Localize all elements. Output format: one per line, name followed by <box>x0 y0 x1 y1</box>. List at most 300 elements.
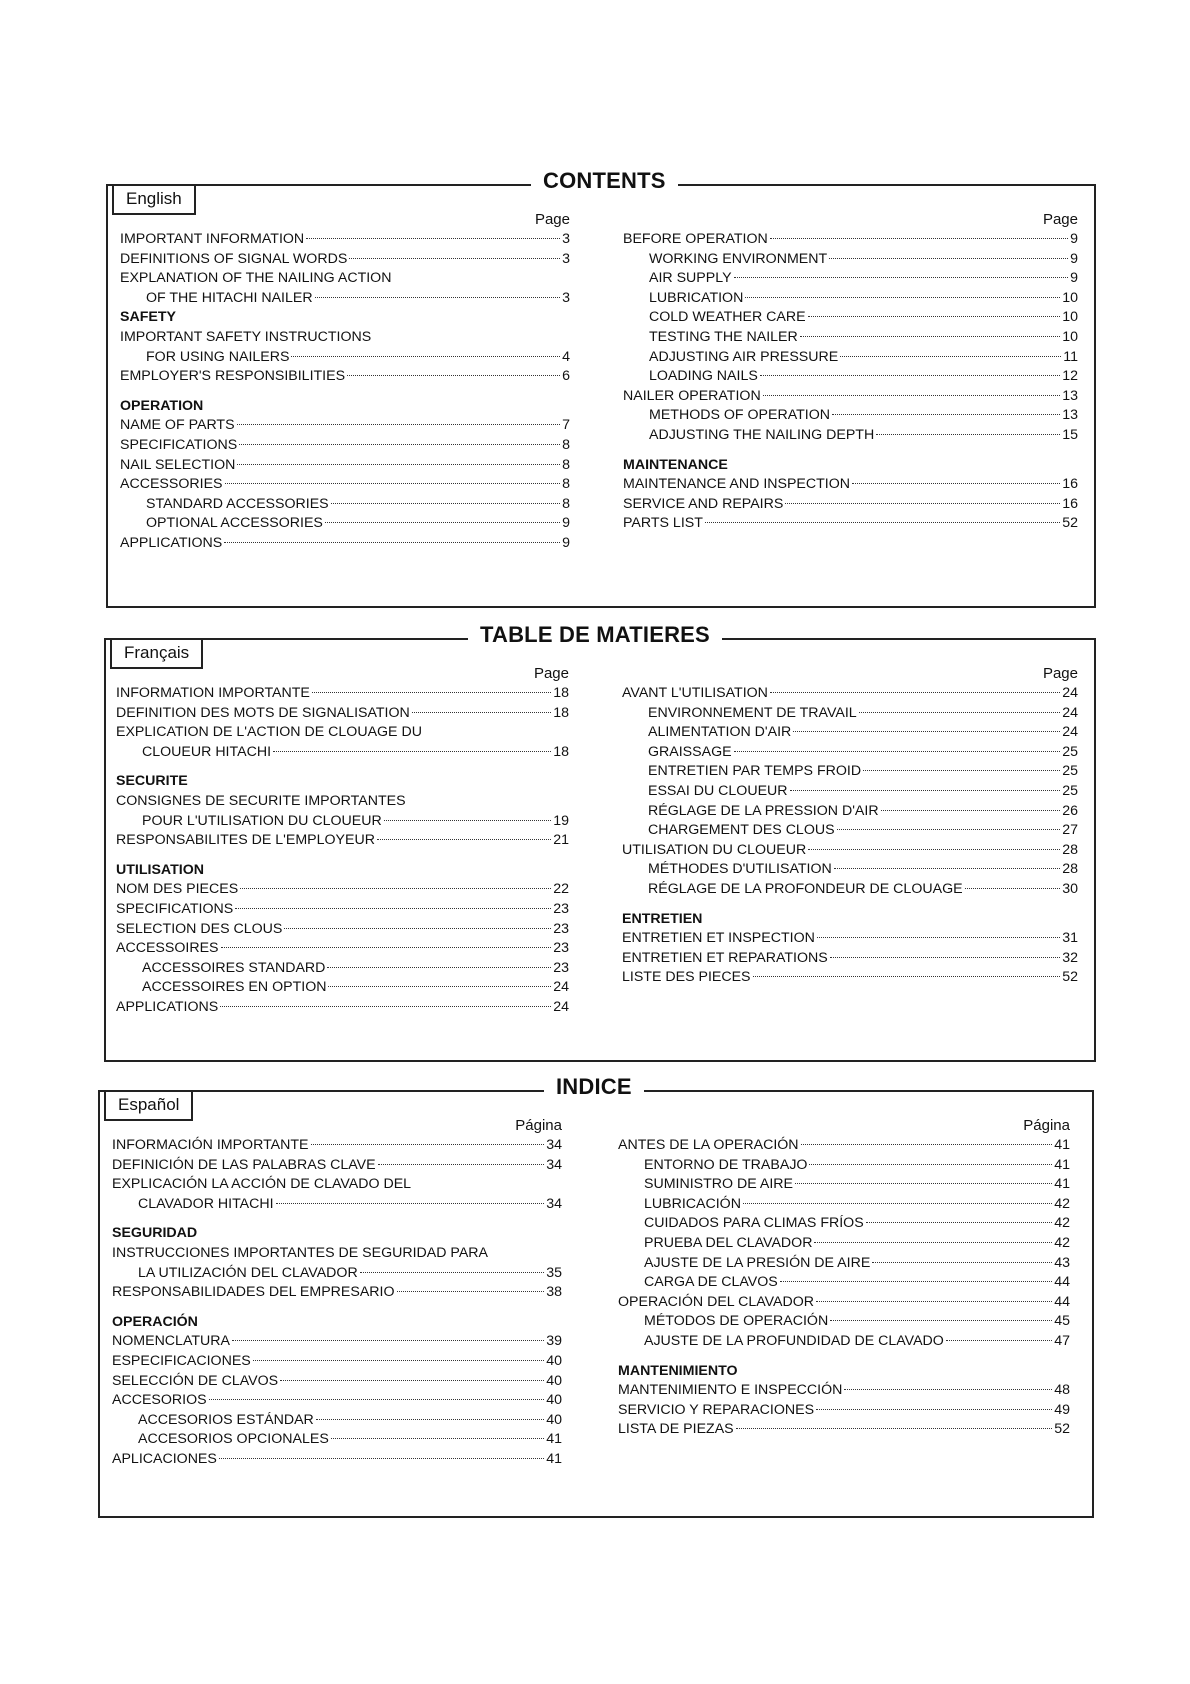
toc-entry-title: SAFETY <box>120 309 176 326</box>
toc-entry <box>116 792 569 812</box>
toc-section-heading <box>116 861 569 881</box>
toc-entry <box>112 1450 562 1470</box>
toc-entry <box>623 426 1078 446</box>
toc-entry <box>112 1156 562 1176</box>
toc-entry <box>112 1244 562 1264</box>
dot-leader <box>325 522 560 523</box>
dot-leader <box>220 1006 551 1007</box>
toc-entry <box>112 1264 562 1284</box>
dot-leader <box>830 1320 1052 1321</box>
toc-entry-title: ESPECIFICACIONES <box>112 1352 251 1369</box>
toc-entry <box>120 230 570 250</box>
dot-leader <box>844 1389 1052 1390</box>
toc-entry-title: RÉGLAGE DE LA PROFONDEUR DE CLOUAGE <box>648 880 963 897</box>
toc-entry-page: 3 <box>562 289 570 306</box>
toc-entry <box>116 959 569 979</box>
toc-entry-title: ADJUSTING AIR PRESSURE <box>649 348 839 365</box>
toc-entry-page: 8 <box>562 456 570 473</box>
toc-entry <box>120 416 570 436</box>
toc-entry-page: 24 <box>553 979 569 996</box>
toc-entry-title: NOM DES PIECES <box>116 881 239 898</box>
toc-entry-title: DEFINITION DES MOTS DE SIGNALISATION <box>116 704 410 721</box>
toc-entry <box>120 495 570 515</box>
dot-leader <box>808 316 1061 317</box>
toc-entry-title: APLICACIONES <box>112 1450 217 1467</box>
toc-entry <box>622 762 1078 782</box>
toc-entry <box>618 1293 1070 1313</box>
toc-entry <box>116 704 569 724</box>
toc-entry-page: 25 <box>1062 763 1078 780</box>
page-column-label: Page <box>1042 211 1078 228</box>
toc-entry-title: SELECCIÓN DE CLAVOS <box>112 1372 279 1389</box>
section-title: TABLE DE MATIERES <box>468 622 722 648</box>
toc-entry-page: 16 <box>1062 476 1078 493</box>
toc-entry-title: OF THE HITACHI NAILER <box>146 289 313 306</box>
toc-entry-title: LUBRICATION <box>649 289 744 306</box>
toc-entry-title: INSTRUCCIONES IMPORTANTES DE SEGURIDAD PARA <box>112 1244 489 1261</box>
toc-entry <box>116 831 569 851</box>
toc-entry-title: AIR SUPPLY <box>649 270 732 287</box>
toc-entry-title: AJUSTE DE LA PROFUNDIDAD DE CLAVADO <box>644 1332 944 1349</box>
toc-entry-page: 48 <box>1054 1382 1070 1399</box>
toc-entry <box>120 456 570 476</box>
toc-entry <box>618 1420 1070 1440</box>
toc-entry <box>112 1372 562 1392</box>
toc-entry-page: 28 <box>1062 841 1078 858</box>
toc-entry-page: 8 <box>562 476 570 493</box>
toc-entry <box>116 920 569 940</box>
dot-leader <box>745 297 1060 298</box>
toc-entry-title: LISTA DE PIEZAS <box>618 1421 734 1438</box>
toc-entry-title: SERVICIO Y REPARACIONES <box>618 1401 815 1418</box>
toc-entry-page: 28 <box>1062 861 1078 878</box>
toc-entry-page: 34 <box>546 1195 562 1212</box>
toc-entry-title: EXPLANATION OF THE NAILING ACTION <box>120 270 392 287</box>
toc-entry-page: 18 <box>553 685 569 701</box>
toc-section-heading <box>112 1224 562 1244</box>
toc-entry-page: 42 <box>1054 1215 1070 1232</box>
dot-leader <box>306 238 560 239</box>
toc-entry-title: EXPLICACIÓN LA ACCIÓN DE CLAVADO DEL <box>112 1176 412 1193</box>
toc-entry-title: LUBRICACIÓN <box>644 1195 741 1212</box>
toc-entry <box>622 723 1078 743</box>
toc-entry-page: 6 <box>562 368 570 385</box>
toc-entry-page: 23 <box>553 920 569 937</box>
toc-entry <box>112 1136 562 1156</box>
toc-entry-page: 10 <box>1062 289 1078 306</box>
toc-entry <box>116 880 569 900</box>
toc-entry-title: OPERACIÓN <box>112 1313 198 1330</box>
dot-leader <box>237 424 561 425</box>
toc-entry-page: 52 <box>1062 969 1078 986</box>
toc-entry-title: POUR L'UTILISATION DU CLOUEUR <box>142 812 382 829</box>
toc-entry-page: 18 <box>553 743 569 760</box>
toc-entry-page: 24 <box>553 998 569 1015</box>
dot-leader <box>235 908 551 909</box>
dot-leader <box>225 483 561 484</box>
toc-entry <box>618 1401 1070 1421</box>
toc-column-right <box>622 664 1078 988</box>
toc-entry-title: SUMINISTRO DE AIRE <box>644 1176 793 1193</box>
toc-entry-title: ACCESSOIRES <box>116 940 219 957</box>
dot-leader <box>347 375 560 376</box>
dot-leader <box>331 503 560 504</box>
toc-entry-title: LA UTILIZACIÓN DEL CLAVADOR <box>138 1264 358 1281</box>
toc-entry <box>623 406 1078 426</box>
toc-entry <box>116 978 569 998</box>
toc-entry-page: 10 <box>1062 328 1078 345</box>
toc-entry-title: MANTENIMIENTO <box>618 1362 738 1379</box>
toc-entry-title: ENVIRONNEMENT DE TRAVAIL <box>648 704 857 721</box>
toc-entry-page: 19 <box>553 812 569 829</box>
toc-entry <box>116 939 569 959</box>
dot-leader <box>221 947 552 948</box>
toc-entry-page: 24 <box>1062 704 1078 721</box>
toc-entry-page: 21 <box>553 832 569 849</box>
toc-entry-title: INFORMATION IMPORTANTE <box>116 685 310 701</box>
toc-entry <box>120 348 570 368</box>
dot-leader <box>790 790 1061 791</box>
toc-entry-page: 8 <box>562 495 570 512</box>
toc-entry-title: STANDARD ACCESSORIES <box>146 495 329 512</box>
dot-leader <box>965 888 1061 889</box>
toc-entry-page: 41 <box>1054 1156 1070 1173</box>
dot-leader <box>315 297 561 298</box>
toc-entry-page: 44 <box>1054 1293 1070 1310</box>
toc-entry-title: SPECIFICATIONS <box>120 436 238 453</box>
toc-entry-title: IMPORTANT INFORMATION <box>120 231 305 247</box>
toc-entry <box>623 250 1078 270</box>
dot-leader <box>840 356 1061 357</box>
toc-section-heading <box>112 1313 562 1333</box>
toc-entry-page: 23 <box>553 900 569 917</box>
dot-leader <box>760 375 1060 376</box>
dot-leader <box>328 986 551 987</box>
toc-entry-page: 41 <box>1054 1137 1070 1153</box>
toc-entry-page: 43 <box>1054 1254 1070 1271</box>
toc-entry <box>120 328 570 348</box>
dot-leader <box>881 810 1061 811</box>
toc-entry <box>618 1381 1070 1401</box>
toc-entry-title: ALIMENTATION D'AIR <box>648 724 792 741</box>
toc-entry <box>116 998 569 1018</box>
toc-entry <box>622 704 1078 724</box>
toc-entry-title: MÉTODOS DE OPERACIÓN <box>644 1313 829 1330</box>
toc-entry-title: RESPONSABILIDADES DEL EMPRESARIO <box>112 1284 395 1301</box>
dot-leader <box>312 692 551 693</box>
toc-entry-page: 11 <box>1063 348 1078 365</box>
toc-entry-title: MÉTHODES D'UTILISATION <box>648 861 832 878</box>
toc-entry <box>618 1156 1070 1176</box>
dot-leader <box>866 1222 1053 1223</box>
page-column-label: Página <box>515 1117 562 1134</box>
toc-entry-page: 47 <box>1054 1332 1070 1349</box>
toc-entry <box>618 1312 1070 1332</box>
toc-entry <box>112 1283 562 1303</box>
toc-entry <box>623 367 1078 387</box>
toc-section-heading <box>120 397 570 417</box>
toc-entry-page: 23 <box>553 959 569 976</box>
page-column-label: Page <box>1042 665 1078 682</box>
toc-entry-title: MAINTENANCE AND INSPECTION <box>623 476 851 493</box>
section-title: CONTENTS <box>531 168 678 194</box>
dot-leader <box>239 444 560 445</box>
toc-entry-title: WORKING ENVIRONMENT <box>649 250 828 267</box>
toc-entry-title: ACCESORIOS <box>112 1392 207 1409</box>
toc-entry <box>120 269 570 289</box>
toc-entry-title: ANTES DE LA OPERACIÓN <box>618 1137 799 1153</box>
dot-leader <box>273 751 551 752</box>
toc-entry-title: MAINTENANCE <box>623 456 728 473</box>
toc-entry <box>112 1411 562 1431</box>
toc-entry <box>116 723 569 743</box>
toc-entry-title: DEFINICIÓN DE LAS PALABRAS CLAVE <box>112 1156 376 1173</box>
toc-entry-page: 30 <box>1062 880 1078 897</box>
toc-entry <box>623 289 1078 309</box>
toc-entry <box>623 495 1078 515</box>
dot-leader <box>830 957 1060 958</box>
toc-entry <box>120 475 570 495</box>
dot-leader <box>412 712 551 713</box>
toc-entry-title: UTILISATION <box>116 861 205 878</box>
toc-entry-page: 39 <box>546 1333 562 1350</box>
dot-leader <box>795 1183 1052 1184</box>
toc-entry-title: NAIL SELECTION <box>120 456 236 473</box>
toc-entry-title: ACCESORIOS ESTÁNDAR <box>138 1411 314 1428</box>
toc-section-espanol <box>98 1074 1094 1518</box>
toc-entry-title: AVANT L'UTILISATION <box>622 685 768 701</box>
toc-entry <box>116 812 569 832</box>
toc-entry-page: 40 <box>546 1352 562 1369</box>
toc-entry <box>618 1254 1070 1274</box>
toc-entry-title: OPERATION <box>120 397 204 414</box>
toc-entry-page: 15 <box>1062 426 1078 443</box>
toc-entry-title: UTILISATION DU CLOUEUR <box>622 841 807 858</box>
toc-entry-title: RESPONSABILITES DE L'EMPLOYEUR <box>116 832 375 849</box>
dot-leader <box>814 1242 1052 1243</box>
toc-entry <box>120 250 570 270</box>
toc-entry <box>618 1332 1070 1352</box>
toc-entry <box>622 968 1078 988</box>
toc-column-left <box>112 1116 562 1470</box>
toc-entry <box>120 289 570 309</box>
toc-entry-page: 9 <box>1070 270 1078 287</box>
dot-leader <box>801 1144 1053 1145</box>
toc-entry-title: RÉGLAGE DE LA PRESSION D'AIR <box>648 802 879 819</box>
toc-entry-title: SPECIFICATIONS <box>116 900 234 917</box>
dot-leader <box>816 1301 1052 1302</box>
toc-entry-page: 31 <box>1062 930 1078 947</box>
dot-leader <box>834 868 1060 869</box>
dot-leader <box>224 542 560 543</box>
toc-entry <box>622 841 1078 861</box>
toc-section-english <box>106 168 1096 608</box>
toc-entry-title: TESTING THE NAILER <box>649 328 798 345</box>
toc-entry-title: EMPLOYER'S RESPONSIBILITIES <box>120 368 346 385</box>
toc-entry <box>120 534 570 554</box>
dot-leader <box>331 1438 544 1439</box>
toc-entry-page: 40 <box>546 1411 562 1428</box>
dot-leader <box>800 336 1060 337</box>
dot-leader <box>753 976 1061 977</box>
toc-entry <box>112 1430 562 1450</box>
toc-entry-title: CHARGEMENT DES CLOUS <box>648 822 835 839</box>
toc-entry-title: SERVICE AND REPAIRS <box>623 495 784 512</box>
toc-entry-title: IMPORTANT SAFETY INSTRUCTIONS <box>120 328 372 345</box>
toc-entry <box>618 1175 1070 1195</box>
toc-entry-title: LISTE DES PIECES <box>622 969 751 986</box>
toc-entry <box>112 1391 562 1411</box>
toc-entry-page: 9 <box>562 515 570 532</box>
toc-entry-title: NAILER OPERATION <box>623 387 761 404</box>
toc-entry-page: 13 <box>1062 387 1078 404</box>
toc-entry-page: 38 <box>546 1284 562 1301</box>
toc-column-right <box>623 210 1078 534</box>
toc-entry-page: 42 <box>1054 1195 1070 1212</box>
toc-entry <box>618 1214 1070 1234</box>
dot-leader <box>232 1340 544 1341</box>
toc-entry <box>112 1352 562 1372</box>
dot-leader <box>397 1291 545 1292</box>
section-title: INDICE <box>544 1074 644 1100</box>
toc-entry-title: DEFINITIONS OF SIGNAL WORDS <box>120 250 348 267</box>
toc-entry <box>622 860 1078 880</box>
dot-leader <box>209 1399 545 1400</box>
toc-entry-title: METHODS OF OPERATION <box>649 407 831 424</box>
toc-entry <box>112 1175 562 1195</box>
toc-entry <box>116 684 569 704</box>
dot-leader <box>770 238 1068 239</box>
dot-leader <box>291 356 560 357</box>
toc-entry-title: CLOUEUR HITACHI <box>142 743 272 760</box>
toc-entry-title: OPTIONAL ACCESSORIES <box>146 515 323 532</box>
toc-entry-title: ENTRETIEN ET INSPECTION <box>622 930 815 947</box>
toc-entry-title: NOMENCLATURA <box>112 1333 230 1350</box>
toc-entry <box>112 1332 562 1352</box>
toc-entry-title: PARTS LIST <box>623 515 703 532</box>
toc-entry-page: 22 <box>553 881 569 898</box>
dot-leader <box>327 967 551 968</box>
toc-entry-title: AJUSTE DE LA PRESIÓN DE AIRE <box>644 1254 871 1271</box>
toc-entry-page: 45 <box>1054 1313 1070 1330</box>
dot-leader <box>284 928 551 929</box>
toc-entry <box>623 269 1078 289</box>
toc-entry-page: 41 <box>546 1431 562 1448</box>
toc-entry-title: CUIDADOS PARA CLIMAS FRÍOS <box>644 1215 864 1232</box>
toc-entry <box>116 743 569 763</box>
toc-entry-title: ESSAI DU CLOUEUR <box>648 782 788 799</box>
toc-entry <box>623 514 1078 534</box>
toc-entry-title: ACCESSORIES <box>120 476 223 493</box>
toc-entry <box>618 1273 1070 1293</box>
toc-entry-title: NAME OF PARTS <box>120 417 235 434</box>
dot-leader <box>316 1419 544 1420</box>
toc-entry-page: 9 <box>1070 250 1078 267</box>
toc-entry-page: 16 <box>1062 495 1078 512</box>
dot-leader <box>378 1164 545 1165</box>
dot-leader <box>832 414 1060 415</box>
toc-entry <box>623 475 1078 495</box>
toc-entry <box>112 1195 562 1215</box>
toc-entry-page: 52 <box>1054 1421 1070 1438</box>
toc-entry <box>623 348 1078 368</box>
toc-entry-page: 9 <box>562 534 570 551</box>
dot-leader <box>377 839 551 840</box>
toc-entry-page: 27 <box>1062 822 1078 839</box>
dot-leader <box>770 692 1060 693</box>
toc-entry-page: 9 <box>1070 231 1078 247</box>
dot-leader <box>876 434 1060 435</box>
toc-entry-title: BEFORE OPERATION <box>623 231 768 247</box>
dot-leader <box>872 1262 1052 1263</box>
dot-leader <box>384 820 551 821</box>
toc-entry <box>622 949 1078 969</box>
toc-entry-title: ACCESSOIRES STANDARD <box>142 959 326 976</box>
dot-leader <box>793 731 1060 732</box>
toc-entry-title: APPLICATIONS <box>120 534 223 551</box>
page-column-label: Página <box>1023 1117 1070 1134</box>
toc-section-heading <box>623 456 1078 476</box>
dot-leader <box>240 888 551 889</box>
toc-entry-page: 25 <box>1062 743 1078 760</box>
toc-entry-page: 24 <box>1062 685 1078 701</box>
toc-entry-page: 23 <box>553 940 569 957</box>
dot-leader <box>837 829 1061 830</box>
toc-section-heading <box>116 772 569 792</box>
toc-entry-page: 44 <box>1054 1274 1070 1291</box>
toc-entry-page: 49 <box>1054 1401 1070 1418</box>
toc-entry-title: SECURITE <box>116 773 188 790</box>
dot-leader <box>734 277 1069 278</box>
toc-section-heading <box>120 308 570 328</box>
dot-leader <box>743 1203 1052 1204</box>
toc-entry-title: LOADING NAILS <box>649 368 758 385</box>
dot-leader <box>276 1203 545 1204</box>
toc-entry-page: 32 <box>1062 949 1078 966</box>
toc-entry <box>618 1234 1070 1254</box>
language-label: Español <box>104 1092 193 1121</box>
toc-entry-page: 13 <box>1062 407 1078 424</box>
toc-entry-title: COLD WEATHER CARE <box>649 309 806 326</box>
toc-entry <box>623 328 1078 348</box>
toc-entry-title: INFORMACIÓN IMPORTANTE <box>112 1137 309 1153</box>
language-label: Français <box>110 640 203 669</box>
dot-leader <box>863 770 1060 771</box>
toc-entry-title: CLAVADOR HITACHI <box>138 1195 274 1212</box>
toc-entry-title: ACCESORIOS OPCIONALES <box>138 1431 329 1448</box>
toc-entry-page: 12 <box>1062 368 1078 385</box>
dot-leader <box>780 1281 1052 1282</box>
toc-entry-title: SEGURIDAD <box>112 1225 198 1242</box>
toc-entry-title: ADJUSTING THE NAILING DEPTH <box>649 426 875 443</box>
toc-entry-title: SELECTION DES CLOUS <box>116 920 283 937</box>
dot-leader <box>311 1144 545 1145</box>
dot-leader <box>280 1380 544 1381</box>
toc-entry-title: ENTRETIEN PAR TEMPS FROID <box>648 763 862 780</box>
dot-leader <box>809 1164 1052 1165</box>
toc-entry <box>618 1195 1070 1215</box>
toc-entry-page: 8 <box>562 436 570 453</box>
toc-entry-title: APPLICATIONS <box>116 998 219 1015</box>
toc-entry-title: ACCESSOIRES EN OPTION <box>142 979 327 996</box>
toc-entry-page: 24 <box>1062 724 1078 741</box>
toc-entry-title: CONSIGNES DE SECURITE IMPORTANTES <box>116 792 406 809</box>
dot-leader <box>859 712 1061 713</box>
dot-leader <box>763 395 1061 396</box>
toc-entry <box>622 880 1078 900</box>
dot-leader <box>785 503 1060 504</box>
toc-entry-title: ENTRETIEN ET REPARATIONS <box>622 949 828 966</box>
